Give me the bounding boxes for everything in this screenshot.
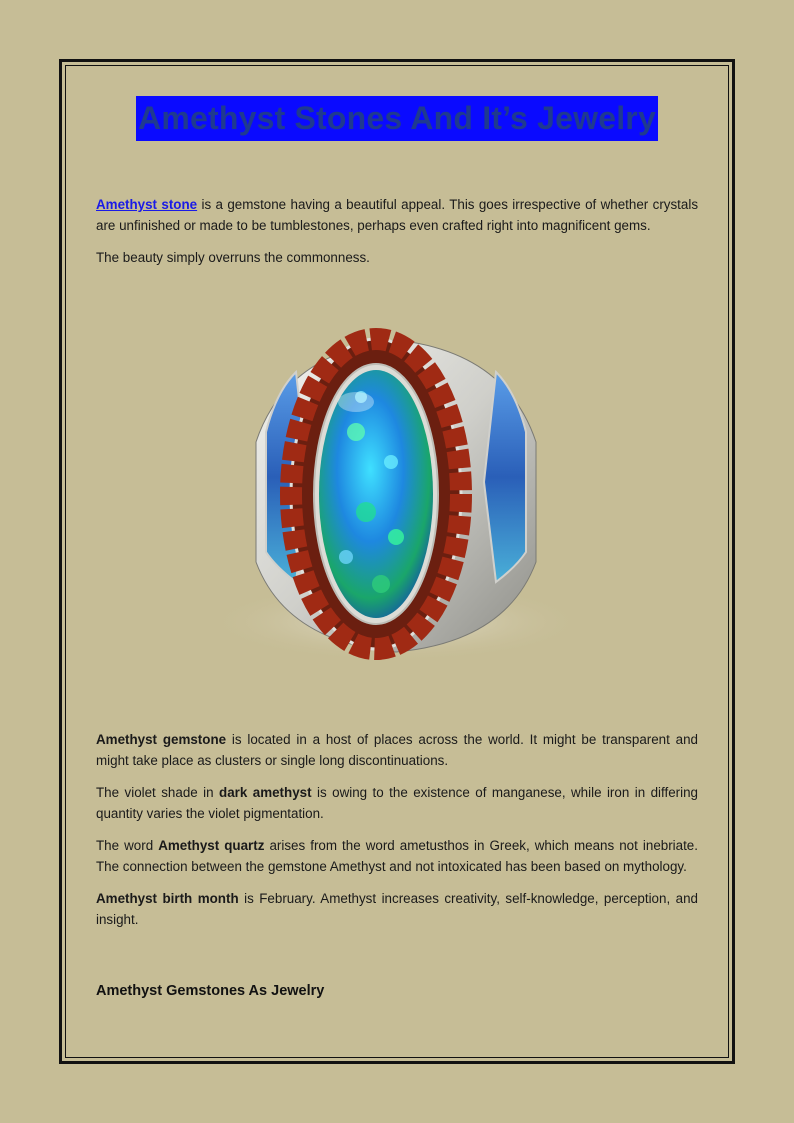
- gemstone-paragraph: [96, 729, 698, 771]
- quartz-text: arises from the word ametusthos in Greek, which means not inebriate. The connection between the gemstone Amethyst and not intoxicated has been based on mythology.: [96, 838, 698, 874]
- details-section: [96, 729, 698, 941]
- quartz-paragraph: [96, 835, 698, 877]
- gemstone-bold: Amethyst gemstone: [96, 732, 227, 747]
- amethyst-stone-link[interactable]: Amethyst stone: [96, 197, 198, 212]
- birth-month-text: is February. Amethyst increases creativity, self-knowledge, perception, and insight.: [96, 891, 698, 927]
- intro-text: is a gemstone having a beautiful appeal. This goes irrespective of whether crystals are unfinished or made to be tumblestones, perhaps even crafted right into magnificent gems.: [96, 197, 699, 233]
- gemstone-text: is located in a host of places across the world. It might be transparent and might take place as clusters or single long discontinuations.: [96, 732, 698, 768]
- title-container: [0, 96, 794, 141]
- birth-month-bold: Amethyst birth month: [96, 891, 239, 906]
- intro-section: [96, 194, 698, 279]
- dark-amethyst-text: is owing to the existence of manganese, while iron in differing quantity varies the violet pigmentation.: [96, 785, 698, 821]
- page-title: Amethyst Stones And It’s Jewelry: [136, 96, 658, 141]
- dark-amethyst-paragraph: [96, 782, 698, 824]
- dark-amethyst-bold: dark amethyst: [219, 785, 312, 800]
- jewelry-subheading: Amethyst Gemstones As Jewelry: [96, 983, 325, 999]
- beauty-paragraph: The beauty simply overruns the commonness.: [96, 250, 370, 265]
- dark-amethyst-lead: The violet shade in: [96, 785, 220, 800]
- quartz-bold: Amethyst quartz: [158, 838, 265, 853]
- quartz-lead: The word: [96, 838, 159, 853]
- opal-ring-image: [196, 322, 596, 667]
- birth-month-paragraph: [96, 888, 698, 930]
- intro-paragraph: [96, 194, 698, 236]
